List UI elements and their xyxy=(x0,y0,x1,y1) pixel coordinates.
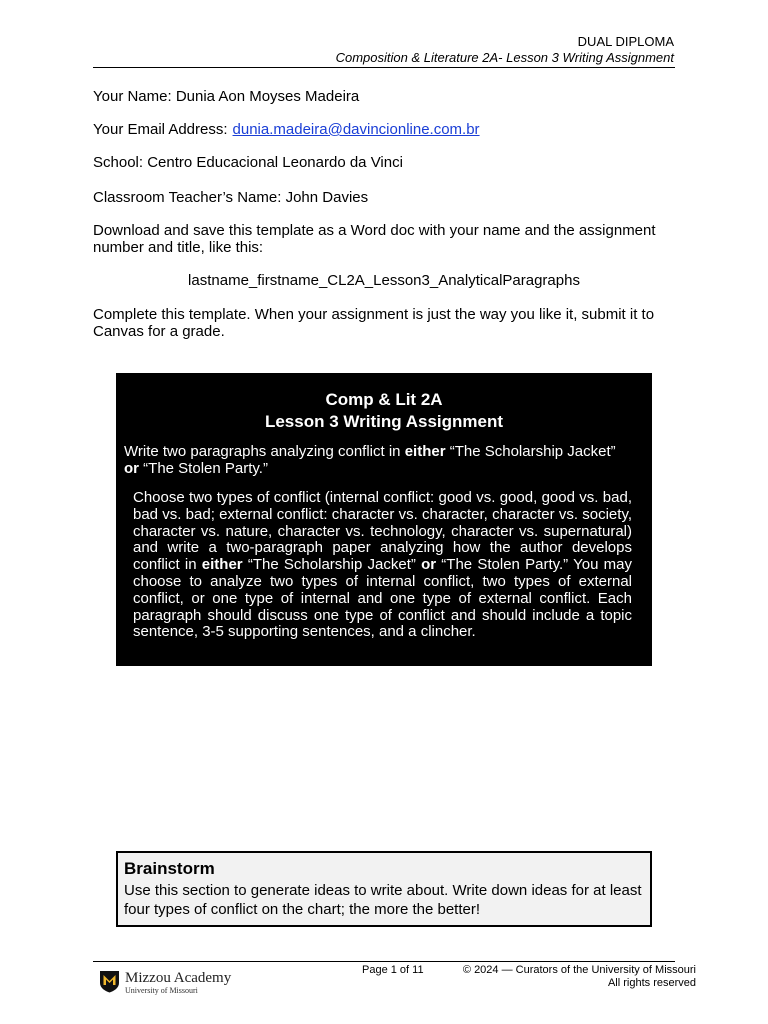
logo-subtitle: University of Missouri xyxy=(125,986,198,995)
body-text: Choose two types of conflict (internal conflict: good vs. good, good vs. bad, bad vs. bad; external conflict: character vs. character, character vs. society, character vs. nature, character vs. technology, character vs. supernatural) and write a two-paragraph paper analyzing how the author develops conflict in xyxy=(133,489,632,574)
assignment-title xyxy=(116,389,652,433)
page-header xyxy=(336,34,674,66)
brainstorm-title: Brainstorm xyxy=(124,859,215,878)
student-name-field: Your Name: Dunia Aon Moyses Madeira xyxy=(93,88,360,105)
brainstorm-text: Use this section to generate ideas to write about. Write down ideas for at least four types of conflict on the chart; the more the better! xyxy=(124,882,642,918)
assignment-title-line2: Lesson 3 Writing Assignment xyxy=(264,412,504,431)
body-text-3: “The Stolen Party.” You may choose to analyze two types of internal conflict, two types of external conflict, or one type of internal and one type of external conflict. Each paragraph should discuss one type of conflict and should include a topic sentence, 3-5 supporting sentences, and a clincher. xyxy=(133,556,632,641)
email-link[interactable]: dunia.madeira@davincionline.com.br xyxy=(232,121,480,138)
logo-name: Mizzou Academy xyxy=(125,970,232,986)
copyright-text: © 2024 — Curators of the University of Missouri xyxy=(462,964,696,976)
footer-logo xyxy=(99,970,231,996)
assignment-title-line1: Comp & Lit 2A xyxy=(325,390,443,409)
intro-text-3: “The Stolen Party.” xyxy=(139,460,268,477)
rights-text: All rights reserved xyxy=(607,977,696,989)
assignment-box xyxy=(116,373,652,666)
intro-text-2: “The Scholarship Jacket” xyxy=(445,443,616,460)
header-title: DUAL DIPLOMA xyxy=(577,34,674,49)
school-field: School: Centro Educacional Leonardo da Vinci xyxy=(93,154,403,171)
download-instructions: Download and save this template as a Word doc with your name and the assignment number and title, like this: xyxy=(93,222,656,256)
filename-example: lastname_firstname_CL2A_Lesson3_AnalyticalParagraphs xyxy=(188,272,580,289)
brainstorm-box xyxy=(116,851,652,927)
body-or: or xyxy=(421,556,437,574)
student-email-field xyxy=(93,121,480,138)
assignment-intro xyxy=(124,443,632,477)
body-text-2: “The Scholarship Jacket” xyxy=(242,556,422,574)
mizzou-tiger-shield-icon xyxy=(99,970,120,993)
header-subtitle: Composition & Literature 2A- Lesson 3 Writing Assignment xyxy=(335,50,674,65)
intro-text: Write two paragraphs analyzing conflict in xyxy=(124,443,405,460)
email-label: Your Email Address: xyxy=(93,121,228,138)
assignment-body xyxy=(133,490,632,641)
header-divider xyxy=(93,67,675,68)
intro-or: or xyxy=(124,460,139,477)
intro-either: either xyxy=(404,443,446,460)
body-either: either xyxy=(201,556,243,574)
complete-instructions: Complete this template. When your assignment is just the way you like it, submit it to Canvas for a grade. xyxy=(93,306,655,340)
footer-copyright xyxy=(463,964,696,990)
footer-divider xyxy=(93,961,675,962)
page-number: Page 1 of 11 xyxy=(362,964,424,976)
teacher-field: Classroom Teacher’s Name: John Davies xyxy=(93,189,369,206)
